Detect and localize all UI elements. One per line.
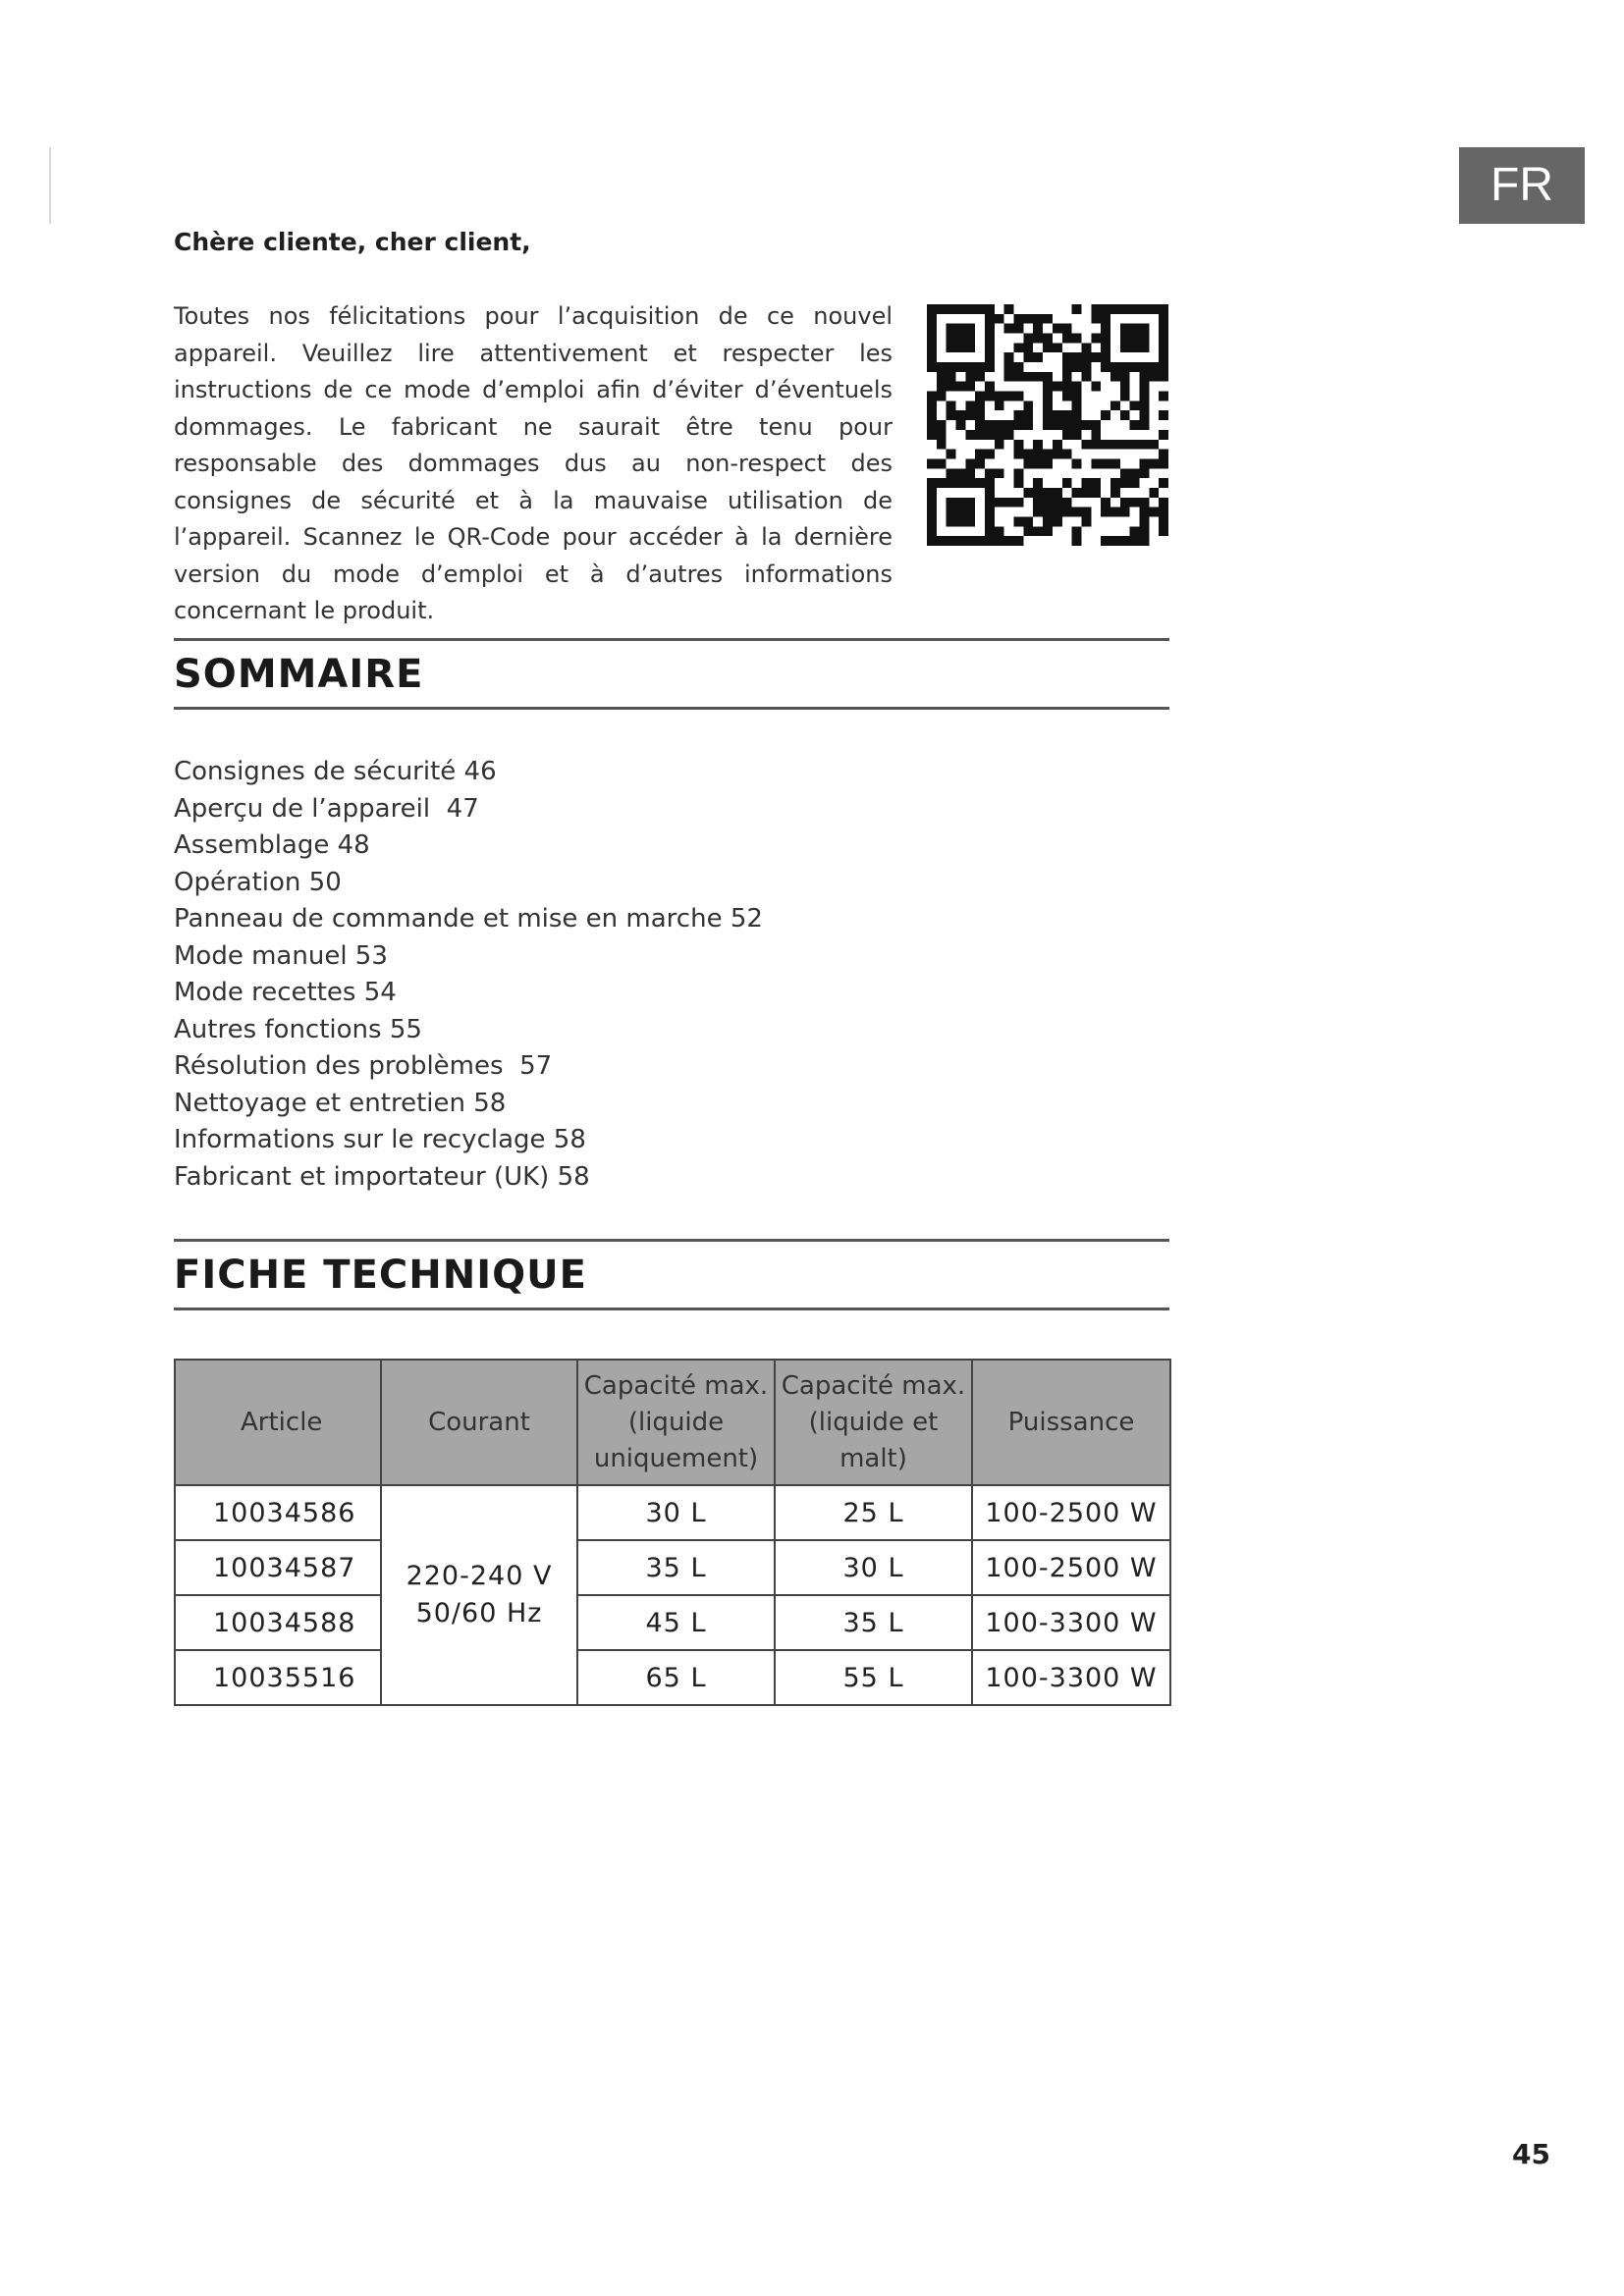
toc-item[interactable]: Informations sur le recyclage 58 — [174, 1125, 586, 1154]
cell-article: 10035516 — [175, 1650, 381, 1705]
page-number: 45 — [1512, 2138, 1550, 2170]
table-row — [175, 1650, 1170, 1705]
cell-capacity-liquid: 35 L — [577, 1540, 775, 1595]
sommaire-rule-top — [174, 638, 1169, 641]
fiche-rule-bottom — [174, 1308, 1169, 1310]
qr-code-icon[interactable] — [927, 304, 1168, 546]
toc-item[interactable]: Assemblage 48 — [174, 830, 370, 860]
toc-item[interactable]: Nettoyage et entretien 58 — [174, 1088, 507, 1118]
toc-item[interactable]: Fabricant et importateur (UK) 58 — [174, 1161, 590, 1192]
cell-power: 100-3300 W — [972, 1650, 1170, 1705]
fiche-rule-top — [174, 1239, 1169, 1242]
table-row — [175, 1485, 1170, 1540]
cell-capacity-malt: 30 L — [775, 1540, 972, 1595]
header-capacity-liquid: Capacité max. (liquide uniquement) — [577, 1360, 775, 1485]
toc-item[interactable]: Résolution des problèmes 57 — [174, 1051, 553, 1081]
sommaire-rule-bottom — [174, 707, 1169, 710]
toc-item[interactable]: Mode manuel 53 — [174, 940, 388, 971]
cell-power: 100-3300 W — [972, 1595, 1170, 1650]
cell-capacity-liquid: 65 L — [577, 1650, 775, 1705]
language-tab: FR — [1459, 147, 1585, 224]
cell-article: 10034587 — [175, 1540, 381, 1595]
toc-item[interactable]: Aperçu de l’appareil 47 — [174, 793, 479, 824]
cell-article: 10034588 — [175, 1595, 381, 1650]
cell-current: 220-240 V 50/60 Hz — [381, 1485, 577, 1705]
sommaire-title: SOMMAIRE — [174, 652, 424, 697]
intro-paragraph: Toutes nos félicitations pour l’acquisition de ce nouvel appareil. Veuillez lire attentivement et respecter les instructions de ce mode d’emploi afin d’éviter d’éventuels dommages. Le fabricant ne saurait être tenu pour responsable des dommages dus au non-respect des consignes de sécurité et à la mauvaise utilisation de l’appareil. Scannez le QR-Code pour accéder à la dernière version du mode d’emploi et à d’autres informations concernant le produit. — [174, 302, 893, 624]
table-row — [175, 1540, 1170, 1595]
header-current: Courant — [381, 1360, 577, 1485]
toc-item[interactable]: Autres fonctions 55 — [174, 1014, 422, 1044]
fiche-title: FICHE TECHNIQUE — [174, 1253, 587, 1298]
cell-capacity-liquid: 45 L — [577, 1595, 775, 1650]
toc-item[interactable]: Panneau de commande et mise en marche 52 — [174, 904, 763, 934]
header-capacity-malt: Capacité max. (liquide et malt) — [775, 1360, 972, 1485]
spec-table-header — [175, 1360, 1170, 1485]
margin-line — [49, 147, 51, 224]
header-article: Article — [175, 1360, 381, 1485]
greeting: Chère cliente, cher client, — [174, 228, 531, 256]
toc-item[interactable]: Mode recettes 54 — [174, 978, 397, 1007]
spec-table — [174, 1359, 1171, 1706]
table-of-contents — [174, 754, 763, 1196]
cell-article: 10034586 — [175, 1485, 381, 1540]
header-power: Puissance — [972, 1360, 1170, 1485]
table-row — [175, 1595, 1170, 1650]
cell-capacity-malt: 55 L — [775, 1650, 972, 1705]
cell-capacity-malt: 35 L — [775, 1595, 972, 1650]
cell-capacity-liquid: 30 L — [577, 1485, 775, 1540]
toc-item[interactable]: Opération 50 — [174, 867, 342, 897]
cell-power: 100-2500 W — [972, 1485, 1170, 1540]
toc-item[interactable]: Consignes de sécurité 46 — [174, 757, 497, 786]
cell-power: 100-2500 W — [972, 1540, 1170, 1595]
cell-capacity-malt: 25 L — [775, 1485, 972, 1540]
